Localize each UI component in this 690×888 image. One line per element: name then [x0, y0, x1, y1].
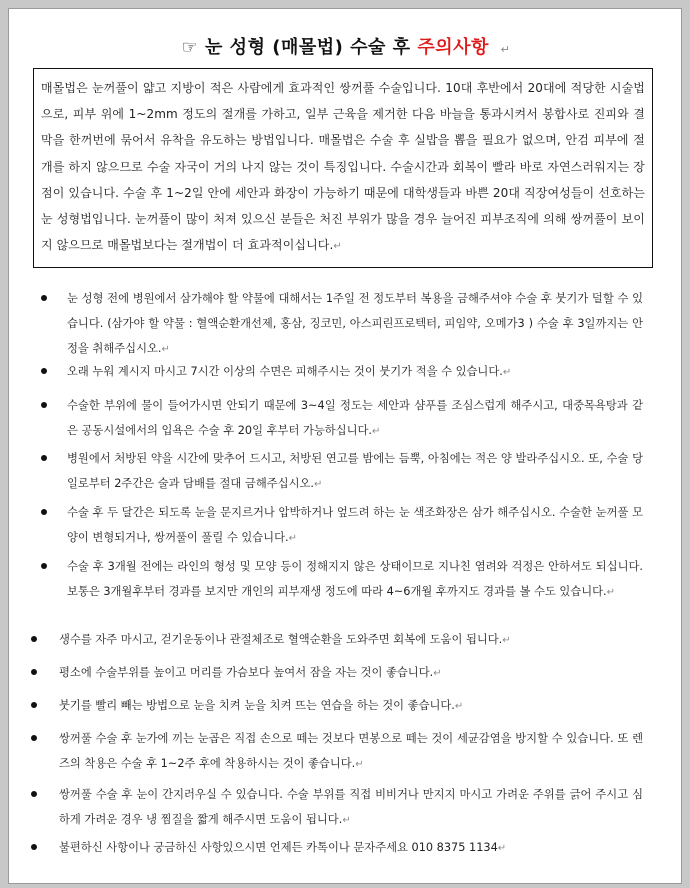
document-page [8, 8, 682, 884]
bullet-icon [31, 702, 37, 708]
list-item: 생수를 자주 마시고, 걷기운동이나 관절체조로 혈액순환을 도와주면 회복에 도움이 됩니다.↵ [59, 627, 643, 653]
bullet-icon [31, 636, 37, 642]
paragraph-mark-icon: ↵ [454, 701, 464, 712]
title-accent: 주의사항 [417, 37, 489, 58]
bullet-icon [41, 563, 47, 569]
paragraph-mark-icon: ↵ [502, 367, 512, 378]
paragraph-mark-icon: ↵ [502, 635, 511, 646]
paragraph-mark-icon: ↵ [433, 668, 442, 679]
list-item: 쌍꺼풀 수술 후 눈이 간지러우실 수 있습니다. 수술 부위를 직접 비비거나 만지지 마시고 가려운 주위를 긁어 주시고 심하게 가려운 경우 냉 찜질을 짧게 해주시면 도움이 됩니다.↵ [59, 782, 643, 833]
paragraph-mark-icon: ↵ [497, 843, 507, 854]
paragraph-mark-icon: ↵ [372, 426, 381, 437]
list-item: 쌍꺼풀 수술 후 눈가에 끼는 눈곱은 직접 손으로 떼는 것보다 면봉으로 떼는 것이 세균감염을 방지할 수 있습니다. 또 렌즈의 착용은 수술 후 1~2주 후에 착용하시는 것이 좋습니다.↵ [59, 726, 643, 777]
bullet-icon [31, 735, 37, 741]
bullet-icon [41, 295, 47, 301]
pointing-hand-icon: ☞ [181, 37, 199, 58]
page-title [9, 33, 683, 59]
paragraph-mark-icon: ↵ [500, 43, 511, 56]
paragraph-mark-icon: ↵ [288, 533, 297, 544]
list-item: 수술 후 3개월 전에는 라인의 형성 및 모양 등이 정해지지 않은 상태이므로 지나친 염려와 걱정은 안하셔도 되십니다. 보통은 3개월후부터 경과를 보지만 개인의 피부재생 정도에 따라 4~6개월 후까지도 경과를 볼 수도 있습니다.↵ [67, 554, 643, 605]
list-item: 평소에 수술부위를 높이고 머리를 가슴보다 높여서 잠을 자는 것이 좋습니다.↵ [59, 660, 643, 686]
list-item: 수술 후 두 달간은 되도록 눈을 문지르거나 압박하거나 엎드려 하는 눈 색조화장은 삼가 해주십시오. 수술한 눈꺼풀 모양이 변형되거나, 쌍꺼풀이 풀릴 수 있습니다.↵ [67, 500, 643, 551]
list-item: 눈 성형 전에 병원에서 삼가해야 할 약물에 대해서는 1주일 전 정도부터 복용을 금해주셔야 수술 후 붓기가 덜할 수 있습니다. (삼가야 할 약물 : 혈액순환개선제, 홍삼, 징코민, 아스피린프로텍터, 피임약, 오메가3 ) 수술 후 3일까지는 안정을 취해주십시오.↵ [67, 286, 643, 362]
paragraph-mark-icon: ↵ [355, 759, 364, 770]
paragraph-mark-icon: ↵ [161, 344, 170, 355]
list-item: 붓기를 빨리 빼는 방법으로 눈을 치켜 눈을 치켜 뜨는 연습을 하는 것이 좋습니다.↵ [59, 693, 643, 719]
bullet-icon [41, 368, 47, 374]
list-item: 병원에서 처방된 약을 시간에 맞추어 드시고, 처방된 연고를 밤에는 듬뿍, 아침에는 적은 양 발라주십시오. 또, 수술 당일로부터 2주간은 술과 담배를 절대 금해주십시오.↵ [67, 446, 643, 497]
bullet-icon [41, 509, 47, 515]
list-item: 수술한 부위에 물이 들어가시면 안되기 때문에 3~4일 정도는 세안과 샴푸를 조심스럽게 해주시고, 대중목욕탕과 같은 공동시설에서의 입욕은 수술 후 20일 후부터 가능하십니다.↵ [67, 393, 643, 444]
bullet-icon [41, 455, 47, 461]
paragraph-mark-icon: ↵ [333, 241, 342, 253]
intro-text: 매몰법은 눈꺼풀이 얇고 지방이 적은 사람에게 효과적인 쌍꺼풀 수술입니다. 10대 후반에서 20대에 적당한 시술법으로, 피부 위에 1~2mm 정도의 절개를 가하고, 일부 근육을 제거한 다음 바늘을 통과시켜서 봉합사로 진피와 결막을 한꺼번에 묶어서 유착을 유도하는 방법입니다. 매몰법은 수술 후 실밥을 뽑을 필요가 없으며, 안검 피부에 절개를 하지 않으므로 수술 자국이 거의 나지 않는 것이 특징입니다. 수술시간과 회복이 빨라 바로 자연스러워지는 장점이 있습니다. 수술 후 1~2일 안에 세안과 화장이 가능하기 때문에 대학생들과 바쁜 20대 직장여성들이 선호하는 눈 성형법입니다. 눈꺼풀이 많이 처져 있으신 분들은 처진 부위가 많을 경우 늘어진 피부조직에 의해 쌍꺼풀이 보이지 않으므로 매몰법보다는 절개법이 더 효과적이십니다. [41, 81, 645, 253]
bullet-icon [31, 844, 37, 850]
paragraph-mark-icon: ↵ [606, 587, 616, 598]
list-item: 불편하신 사항이나 궁금하신 사항있으시면 언제든 카톡이나 문자주세요 010 8375 1134↵ [59, 835, 643, 861]
bullet-icon [31, 669, 37, 675]
list-item: 오래 누워 계시지 마시고 7시간 이상의 수면은 피해주시는 것이 붓기가 적을 수 있습니다.↵ [67, 359, 643, 385]
bullet-icon [31, 791, 37, 797]
paragraph-mark-icon: ↵ [342, 815, 351, 826]
title-main: 눈 성형 (매몰법) 수술 후 [205, 37, 411, 58]
paragraph-mark-icon: ↵ [314, 479, 323, 490]
intro-box [33, 68, 653, 268]
bullet-icon [41, 402, 47, 408]
